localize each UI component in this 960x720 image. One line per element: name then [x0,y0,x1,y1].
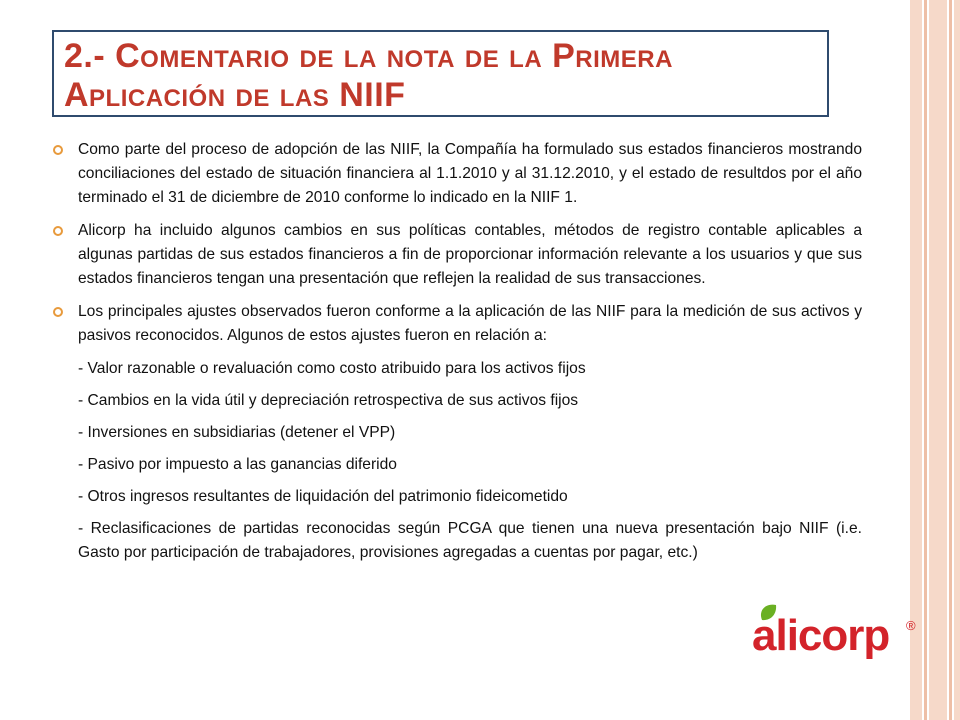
bullet-text: Los principales ajustes observados fueron conforme a la aplicación de las NIIF para la medición de sus activos y pasivos reconocidos. Algunos de estos ajustes fueron en relación a: [78,303,862,344]
sub-item: - Pasivo por impuesto a las ganancias diferido [78,456,397,473]
slide-content [50,138,862,573]
bullet-paragraph [50,138,862,210]
logo-wordmark: alicorp [752,611,890,660]
registered-mark: ® [906,618,916,633]
stripe [949,0,952,720]
stripe [954,0,960,720]
sub-item: - Inversiones en subsidiarias (detener el VPP) [78,424,396,441]
stripe [929,0,947,720]
sub-item: - Reclasificaciones de partidas reconocidas según PCGA que tienen una nueva presentación bajo NIIF (i.e. Gasto por participación de trabajadores, provisiones agregadas a cuentas por pagar, etc.) [78,520,862,561]
title-line-2: Aplicación de las NIIF [64,76,406,114]
alicorp-logo [752,600,920,662]
slide-title [64,37,673,115]
title-line-1: 2.- Comentario de la nota de la Primera [64,37,673,75]
bullet-paragraph [50,219,862,291]
stripe [924,0,927,720]
bullet-paragraph [50,300,862,348]
bullet-icon [53,226,63,236]
bullet-icon [53,307,63,317]
alicorp-logo-graphic [752,600,920,662]
sub-item: - Otros ingresos resultantes de liquidación del patrimonio fideicometido [78,488,568,505]
sub-item: - Cambios en la vida útil y depreciación retrospectiva de sus activos fijos [78,392,579,409]
bullet-icon [53,145,63,155]
sub-item: - Valor razonable o revaluación como costo atribuido para los activos fijos [78,360,586,377]
bullet-text: Como parte del proceso de adopción de las NIIF, la Compañía ha formulado sus estados financieros mostrando conciliaciones del estado de situación financiera al 1.1.2010 y al 31.12.2010, y el estado de resultdos por el año terminado el 31 de diciembre de 2010 conforme lo indicado en la NIIF 1. [78,141,862,206]
bullet-text: Alicorp ha incluido algunos cambios en sus políticas contables, métodos de registro contable aplicables a algunas partidas de sus estados financieros a fin de proporcionar información relevante a los usuarios y que sus estados financieros tengan una presentación que reflejen la realidad de sus transacciones. [78,222,862,287]
title-box [52,30,829,117]
